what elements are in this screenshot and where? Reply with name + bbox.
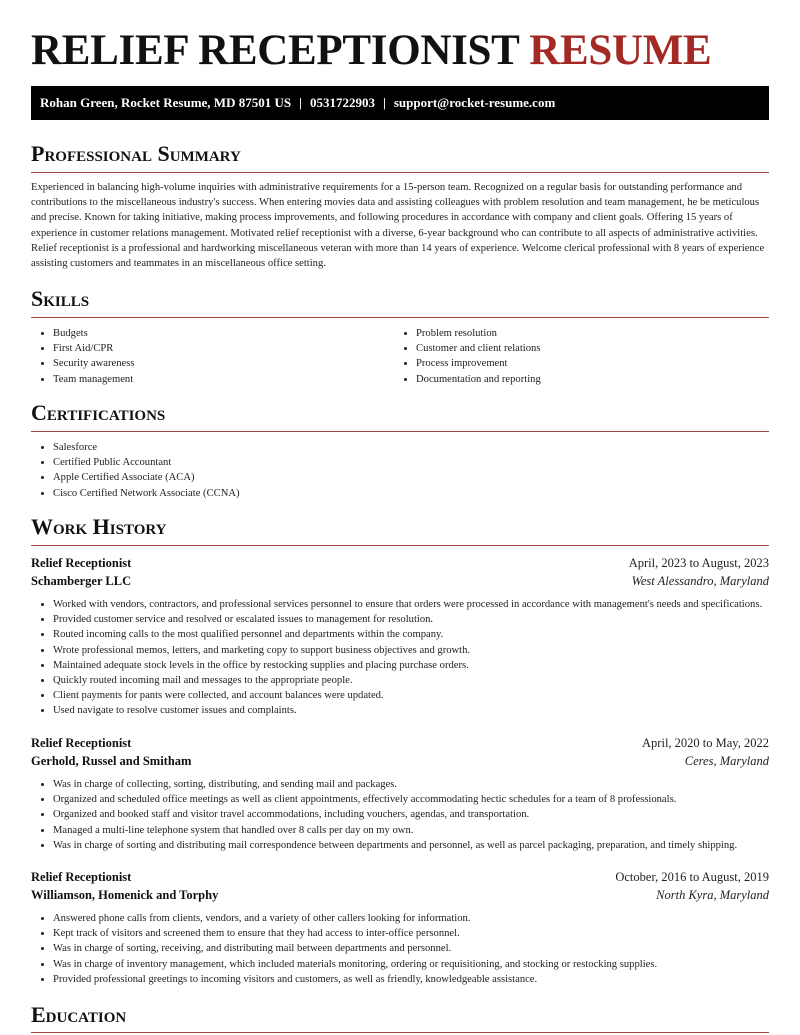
education-heading: Education	[31, 1002, 127, 1027]
job-duty: • Used navigate to resolve customer issues and complaints.	[53, 703, 793, 718]
job-duty: • Maintained adequate stock levels in the office by restocking supplies and placing purchase orders.	[53, 658, 793, 673]
title-accent: RESUME	[529, 27, 712, 74]
job-duty: • Routed incoming calls to the most qualified personnel and departments within the company.	[53, 627, 793, 642]
skill-item: • Documentation and reporting	[416, 372, 766, 387]
job-duty: • Was in charge of inventory management, which included materials monitoring, ordering or requisitioning, and stocking or restocking supplies.	[53, 957, 793, 972]
contact-phone: 0531722903	[309, 95, 375, 110]
certifications-heading: Certifications	[31, 400, 166, 425]
section-divider	[31, 545, 769, 546]
title-main: RELIEF RECEPTIONIST	[31, 27, 519, 74]
job-location: Ceres, Maryland	[684, 754, 769, 768]
certification-item: • Apple Certified Associate (ACA)	[53, 470, 753, 485]
job-duty: • Organized and booked staff and visitor travel accommodations, including vouchers, agendas, and transportation.	[53, 807, 793, 822]
contact-separator: |	[382, 95, 386, 110]
work-history-heading: Work History	[31, 514, 167, 539]
job-title: Relief Receptionist	[31, 556, 132, 570]
section-divider	[31, 431, 769, 432]
skill-item: • Budgets	[53, 326, 393, 341]
job-dates: October, 2016 to August, 2019	[615, 870, 769, 884]
job-duty: • Client payments for pants were collected, and account balances were updated.	[53, 688, 793, 703]
job-location: North Kyra, Maryland	[656, 888, 769, 902]
contact-bar	[31, 86, 769, 120]
resume-title	[31, 26, 711, 76]
job-duties-list	[31, 777, 793, 853]
job-dates: April, 2020 to May, 2022	[642, 736, 769, 750]
job-company: Williamson, Homenick and Torphy	[31, 888, 219, 902]
job-duty: • Provided customer service and resolved or escalated issues to management for resolution.	[53, 612, 793, 627]
section-divider	[31, 172, 769, 173]
job-duty: • Organized and scheduled office meetings as well as client appointments, effectively accommodating hectic schedules for a team of 8 professionals.	[53, 792, 793, 807]
job-duty: • Was in charge of collecting, sorting, distributing, and sending mail and packages.	[53, 777, 793, 792]
contact-separator: |	[299, 95, 302, 110]
skills-heading: Skills	[31, 286, 90, 311]
certification-item: • Cisco Certified Network Associate (CCNA)	[53, 486, 753, 501]
job-duties-list	[31, 597, 793, 719]
summary-heading: Professional Summary	[31, 141, 241, 166]
job-company: Gerhold, Russel and Smitham	[31, 754, 192, 768]
summary-text: Experienced in balancing high-volume inquiries with administrative requirements for a 15-person team. Recognized on a regular basis for outstanding performance and contributions to the miscellaneous industry's success. When entering movies data and assisting colleagues with problem resolution and team management, he be meticulous and precise. Known for taking initiative, making process improvements, and following procedures in accordance with company and client goals. Offering 15 years of experience in customer relations management. Motivated relief receptionist with a diverse, 6-year background who can contribute to all aspects of administrative activities. Relief receptionist is a professional and hardworking miscellaneous veteran with more than 14 years of experience. Welcome clerical professional with 8 years of experience assisting customers and teammates in an miscellaneous office setting.	[31, 182, 765, 270]
job-duty: • Was in charge of sorting and distributing mail correspondence between departments and personnel, as well as parcel packaging, preparation, and timely shipping.	[53, 838, 793, 853]
contact-email[interactable]: support@rocket-resume.com	[393, 95, 556, 110]
skills-list-left	[31, 326, 393, 387]
job-duty: • Provided professional greetings to incoming visitors and customers, as well as friendly, knowledgeable assistance.	[53, 972, 793, 987]
job-duty: • Answered phone calls from clients, vendors, and a variety of other callers looking for information.	[53, 911, 793, 926]
skill-item: • Team management	[53, 372, 393, 387]
section-divider	[31, 1032, 769, 1033]
section-divider	[31, 317, 769, 318]
job-dates: April, 2023 to August, 2023	[628, 556, 769, 570]
job-location: West Alessandro, Maryland	[631, 574, 769, 588]
job-title: Relief Receptionist	[31, 870, 132, 884]
certification-item: • Salesforce	[53, 440, 753, 455]
job-duty: • Quickly routed incoming mail and messages to the appropriate people.	[53, 673, 793, 688]
contact-address: Rohan Green, Rocket Resume, MD 87501 US	[40, 95, 292, 110]
skills-list-right	[394, 326, 766, 387]
job-duty: • Wrote professional memos, letters, and marketing copy to support business objectives and growth.	[53, 643, 793, 658]
skill-item: • Security awareness	[53, 356, 393, 371]
job-duty: • Kept track of visitors and screened them to ensure that they had access to inter-office personnel.	[53, 926, 793, 941]
job-duty: • Was in charge of sorting, receiving, and distributing mail between departments and personnel.	[53, 941, 793, 956]
job-company: Schamberger LLC	[31, 574, 132, 588]
job-duty: • Worked with vendors, contractors, and professional services personnel to ensure that orders were processed in accordance with management's needs and specifications.	[53, 597, 793, 612]
job-duty: • Managed a multi-line telephone system that handled over 8 calls per day on my own.	[53, 823, 793, 838]
job-duties-list	[31, 911, 793, 987]
job-title: Relief Receptionist	[31, 736, 132, 750]
certification-item: • Certified Public Accountant	[53, 455, 753, 470]
skill-item: • Process improvement	[416, 356, 766, 371]
skill-item: • First Aid/CPR	[53, 341, 393, 356]
certifications-list	[31, 440, 753, 501]
skill-item: • Customer and client relations	[416, 341, 766, 356]
skill-item: • Problem resolution	[416, 326, 766, 341]
